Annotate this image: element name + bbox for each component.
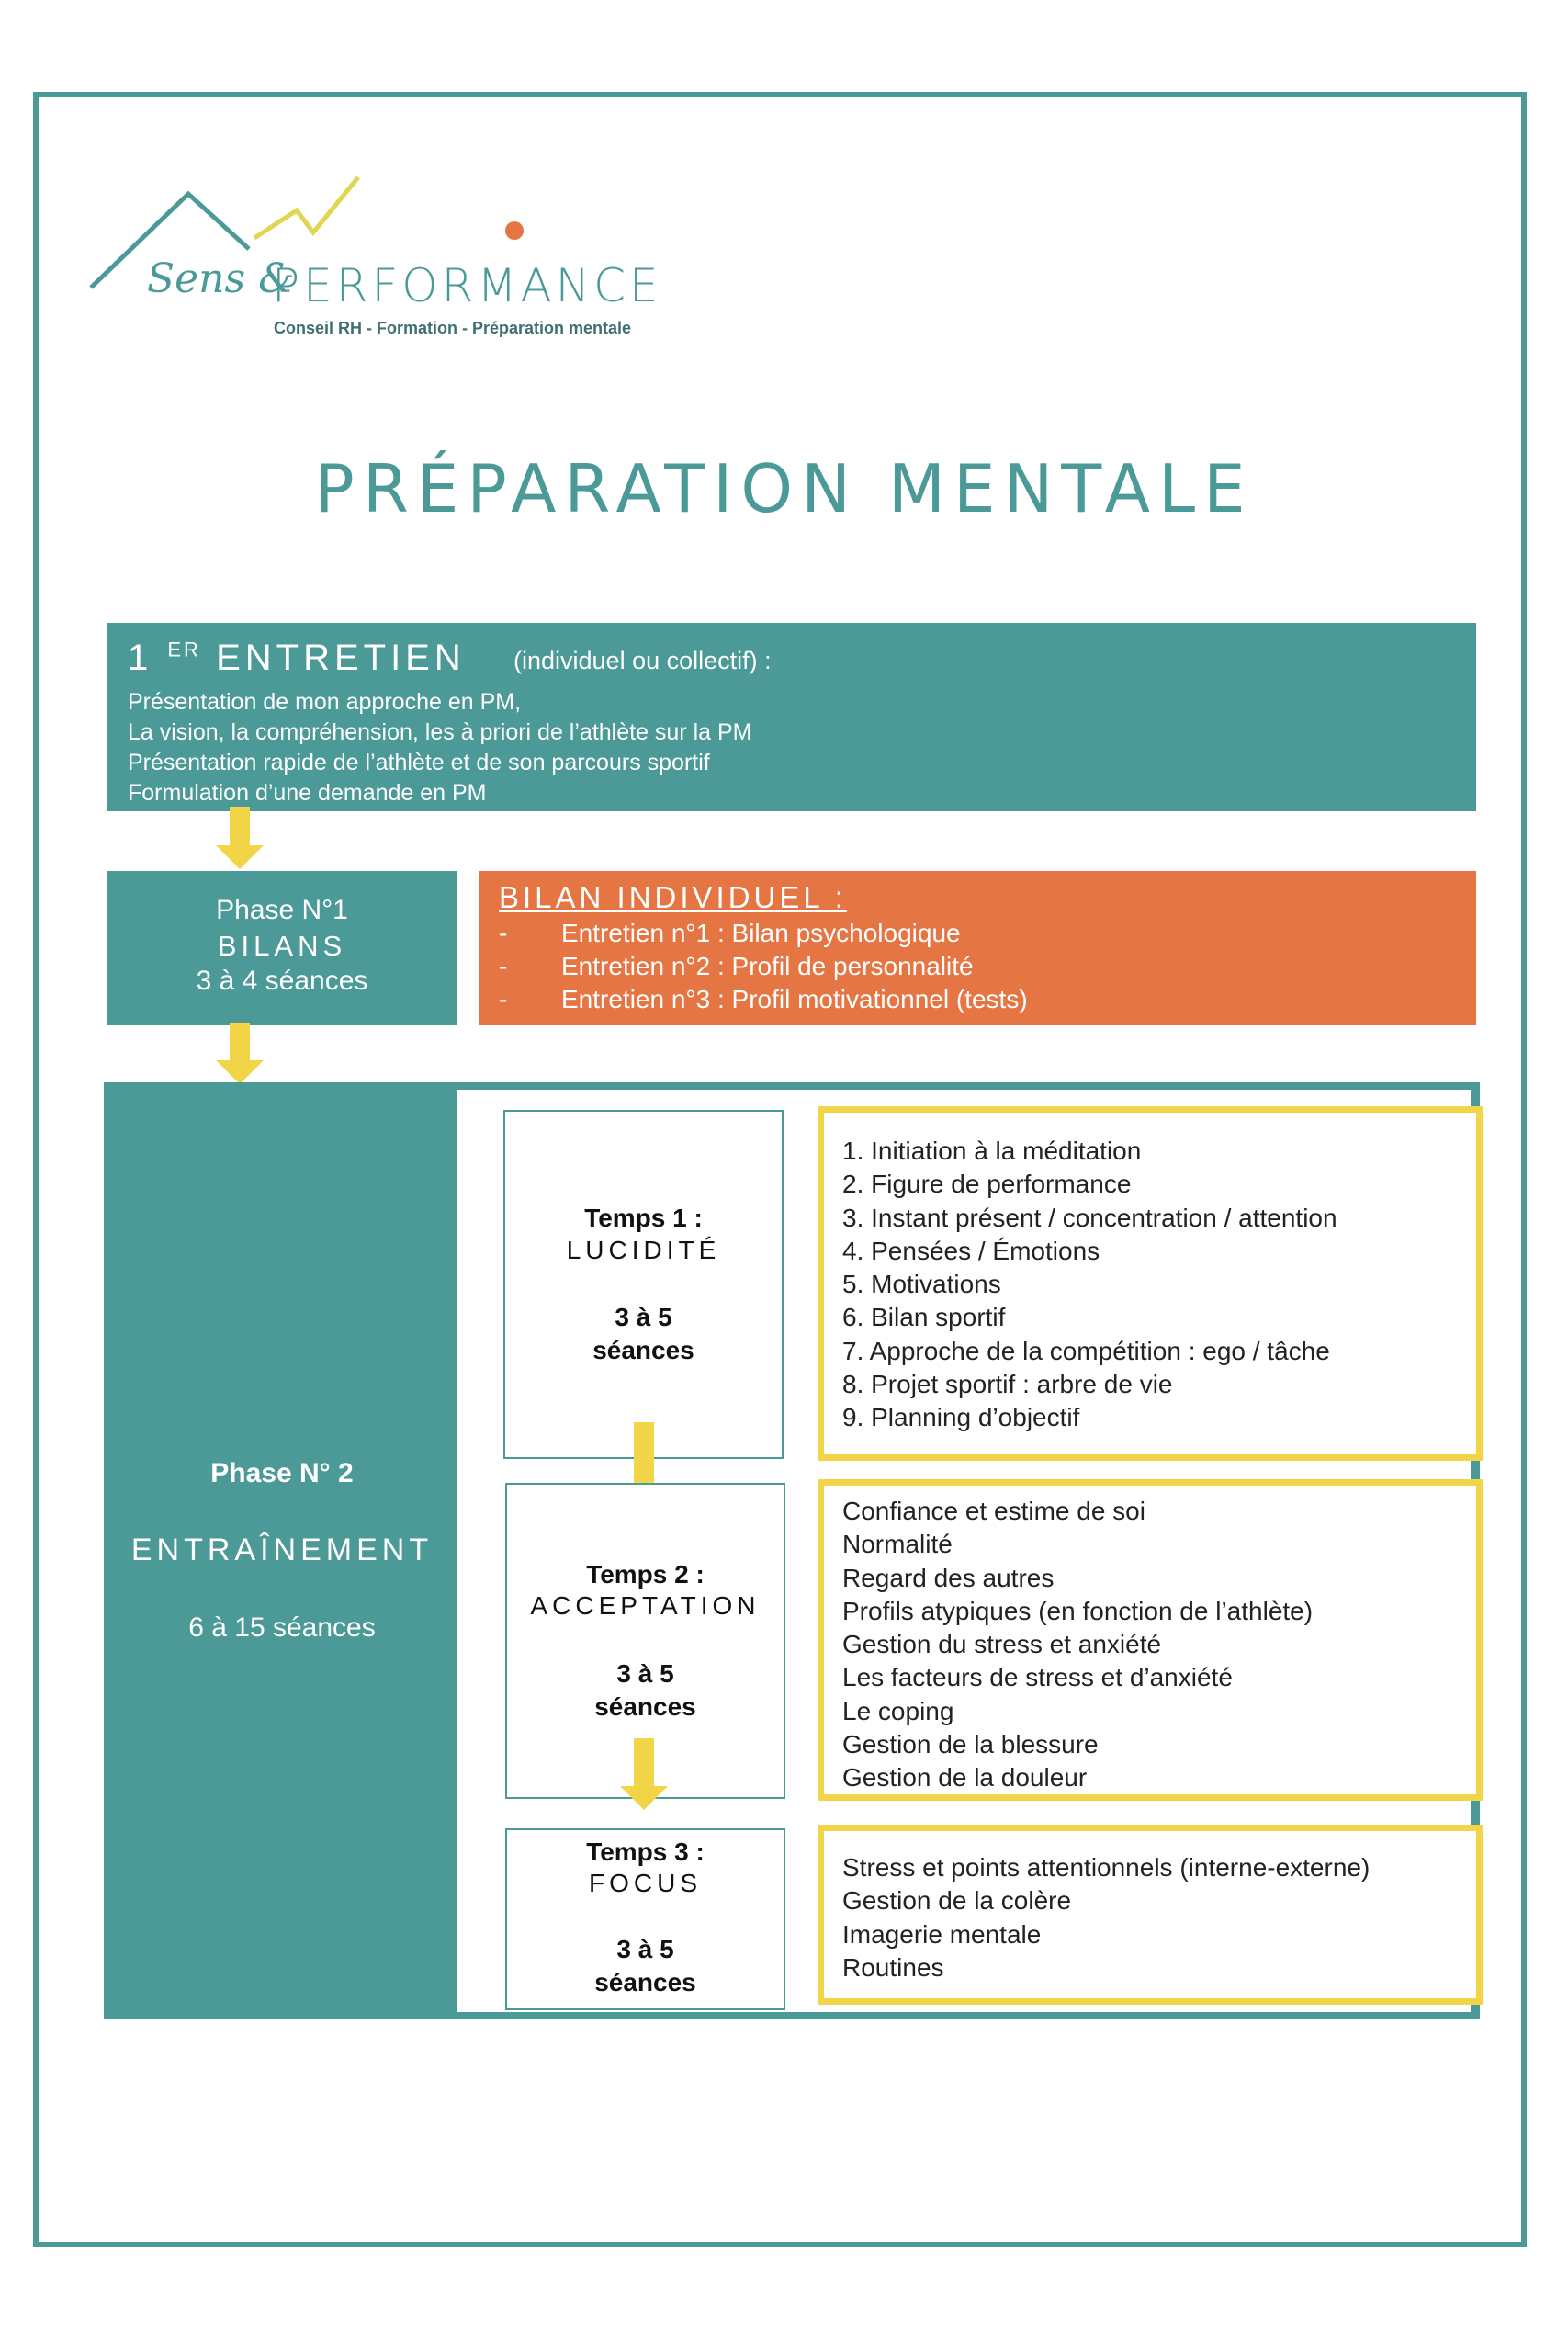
list-item: Profils atypiques (en fonction de l’athlète) <box>842 1596 1314 1625</box>
bilan-title: BILAN INDIVIDUEL : <box>499 880 847 914</box>
arrow-down-icon <box>216 1060 264 1084</box>
arrow-down-icon <box>634 1422 654 1487</box>
bilan-item-text: Entretien n°3 : Profil motivationnel (tests) <box>561 985 1028 1013</box>
bilan-item-text: Entretien n°2 : Profil de personnalité <box>561 952 974 980</box>
entretien-line: Présentation rapide de l’athlète et de son parcours sportif <box>128 750 710 775</box>
temps2-sessions-unit: séances <box>594 1692 696 1721</box>
phase2-name: ENTRAÎNEMENT <box>130 1532 434 1567</box>
list-item: Regard des autres <box>842 1563 1055 1592</box>
entretien-title-sup: ER <box>167 638 201 662</box>
list-item: Gestion de la douleur <box>842 1763 1088 1792</box>
list-item: Stress et points attentionnels (interne-externe) <box>842 1853 1371 1882</box>
page-title: PRÉPARATION MENTALE <box>314 450 1254 527</box>
temps1-box <box>503 1110 784 1459</box>
list-item: Gestion de la colère <box>842 1886 1072 1916</box>
list-item: Gestion de la blessure <box>842 1730 1099 1759</box>
list-item: 3. Instant présent / concentration / attention <box>842 1203 1337 1232</box>
temps1-label: Temps 1 : <box>584 1204 703 1232</box>
phase2-sessions: 6 à 15 séances <box>188 1612 376 1643</box>
list-item: 1. Initiation à la méditation <box>842 1136 1142 1165</box>
arrow-down-icon <box>634 1738 654 1788</box>
phase1-name: BILANS <box>217 930 347 962</box>
arrow-down-icon <box>230 807 250 847</box>
temps3-sessions-unit: séances <box>594 1968 696 1996</box>
entretien-subtitle: (individuel ou collectif) : <box>513 647 772 674</box>
bilan-item: - Entretien n°3 : Profil motivationnel (tests) <box>499 985 1028 1013</box>
bilan-item: - Entretien n°2 : Profil de personnalité <box>499 952 974 980</box>
temps1-name: LUCIDITÉ <box>566 1236 721 1264</box>
phase1-label: Phase N°1 <box>216 895 348 925</box>
bilan-item: - Entretien n°1 : Bilan psychologique <box>499 919 961 947</box>
list-item: 8. Projet sportif : arbre de vie <box>842 1370 1173 1399</box>
temps2-sessions: 3 à 5 <box>616 1659 674 1688</box>
bilan-box <box>479 871 1476 1025</box>
list-item: 6. Bilan sportif <box>842 1303 1006 1332</box>
entretien-title-word: ENTRETIEN <box>216 638 466 678</box>
temps1-sessions: 3 à 5 <box>615 1303 672 1331</box>
logo-name: PERFORMANCE <box>272 259 662 312</box>
list-item: Confiance et estime de soi <box>842 1497 1145 1525</box>
list-item: Normalité <box>842 1530 953 1559</box>
temps1-list-box <box>818 1106 1483 1461</box>
list-item: Le coping <box>842 1696 954 1725</box>
arrow-down-icon <box>230 1023 250 1062</box>
phase2-label: Phase N° 2 <box>210 1458 354 1488</box>
temps3-sessions: 3 à 5 <box>616 1935 674 1963</box>
logo-script: Sens & <box>147 255 295 302</box>
entretien-line: La vision, la compréhension, les à priori de l’athlète sur la PM <box>128 719 752 745</box>
list-item: 9. Planning d’objectif <box>842 1403 1080 1432</box>
arrow-down-icon <box>620 1786 668 1810</box>
logo-tagline: Conseil RH - Formation - Préparation mentale <box>274 319 632 337</box>
temps2-name: ACCEPTATION <box>530 1591 761 1620</box>
phase1-box <box>107 871 457 1025</box>
entretien-title-num: 1 <box>128 638 153 678</box>
temps3-name: FOCUS <box>589 1869 702 1897</box>
bilan-item-text: Entretien n°1 : Bilan psychologique <box>561 919 961 947</box>
phase1-sessions: 3 à 4 séances <box>196 966 368 996</box>
list-item: Gestion du stress et anxiété <box>842 1630 1162 1659</box>
list-item: 7. Approche de la compétition : ego / tâche <box>842 1336 1330 1365</box>
list-item: 5. Motivations <box>842 1270 1001 1299</box>
entretien-line: Présentation de mon approche en PM, <box>128 689 522 715</box>
temps2-list-box <box>818 1479 1483 1801</box>
list-item: 4. Pensées / Émotions <box>842 1236 1100 1265</box>
temps3-label: Temps 3 : <box>586 1838 705 1866</box>
arrow-down-icon <box>216 845 264 869</box>
entretien-box <box>107 623 1476 811</box>
temps2-label: Temps 2 : <box>586 1560 705 1589</box>
list-item: Les facteurs de stress et d’anxiété <box>842 1663 1233 1692</box>
temps3-list-box <box>818 1825 1483 2005</box>
entretien-lines <box>128 687 752 808</box>
list-item: Routines <box>842 1952 944 1982</box>
entretien-title <box>128 638 466 679</box>
temps1-sessions-unit: séances <box>592 1336 694 1364</box>
list-item: 2. Figure de performance <box>842 1170 1132 1199</box>
temps3-box <box>505 1828 785 2010</box>
list-item: Imagerie mentale <box>842 1919 1042 1949</box>
entretien-line: Formulation d’une demande en PM <box>128 780 487 806</box>
